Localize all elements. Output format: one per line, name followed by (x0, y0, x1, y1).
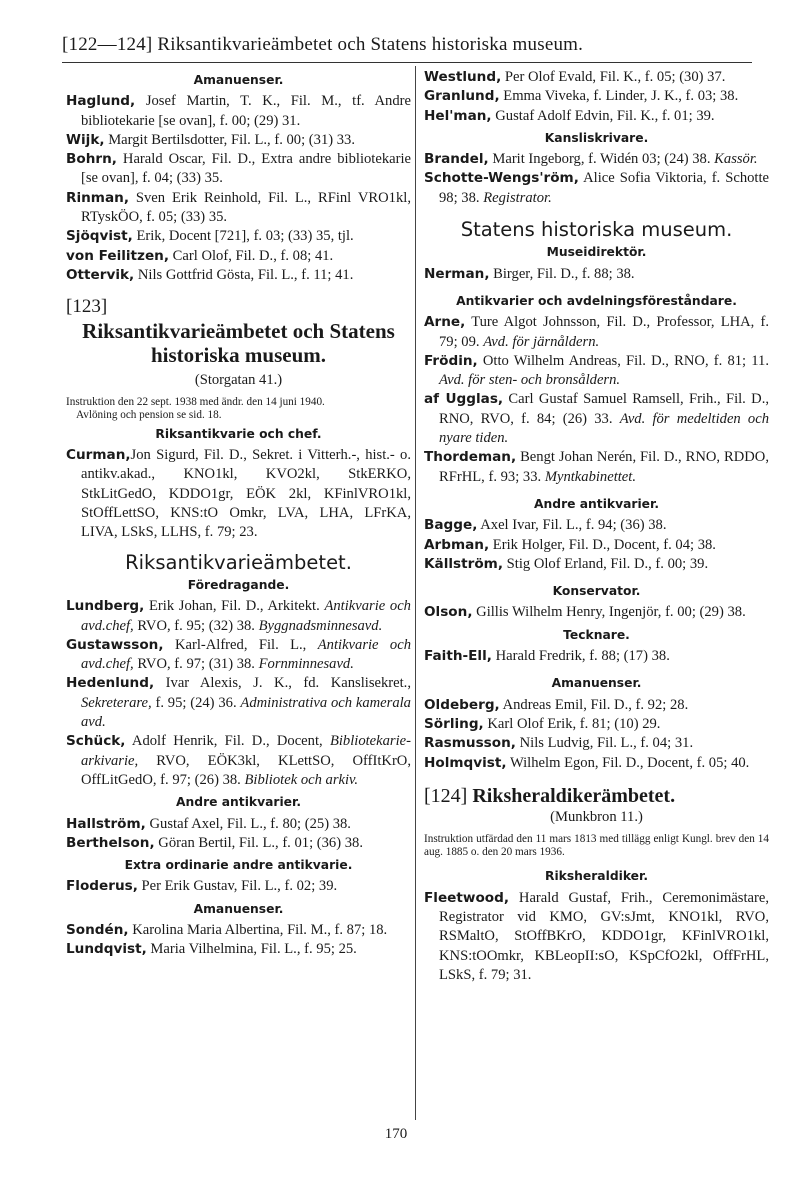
section-heading: Föredragande. (187, 577, 290, 592)
section-heading: Konservator. (552, 584, 641, 599)
entry: Fleetwood, Harald Gustaf, Frih., Ceremonimästare, Registrator vid KMO, GV:sJmt, KNO1kl, RVO, RSMaltO, StOffBKrO, KDDO1gr, KFinlVRO1kl, KNS:tOOmkr, KBLeopII:sO, KSpCfO2kl, OffFrHL, LSkS, f. 79; 31. (424, 889, 770, 983)
entry: af Ugglas, Carl Gustaf Samuel Ramsell, Frih., Fil. D., RNO, RVO, f. 84; (26) 33. Avd. för medeltiden och nyare tiden. (424, 391, 769, 447)
pension-note: Avlöning och pension se sid. 18. (76, 408, 222, 421)
entry: Schotte-Wengs'röm, Alice Sofia Viktoria, f. Schotte 98; 38. Registrator. (424, 170, 769, 206)
entry: Westlund, Per Olof Evald, Fil. K., f. 05; (30) 37. (424, 69, 726, 85)
entry: Rinman, Sven Erik Reinhold, Fil. L., RFinl VRO1kl, RTyskÖO, f. 05; (33) 35. (66, 189, 411, 226)
entry: Thordeman, Bengt Johan Nerén, Fil. D., RNO, RDDO, RFrHL, f. 93; 33. Myntkabinettet. (424, 449, 769, 485)
entry: Gustawsson, Karl-Alfred, Fil. L., Antikvarie och avd.chef, RVO, f. 97; (31) 38. Fornminnesavd. (66, 636, 411, 673)
entry: Nerman, Birger, Fil. D., f. 88; 38. (424, 265, 635, 282)
entry: Bagge, Axel Ivar, Fil. L., f. 94; (36) 38. (424, 517, 667, 534)
entry: Schück, Adolf Henrik, Fil. D., Docent, Bibliotekarie-arkivarie, RVO, EÖK3kl, KLettSO, OffItKrO, OffLitGedO, f. 97; (26) 38. Bibliotek och arkiv. (66, 733, 411, 788)
entry: Lundqvist, Maria Vilhelmina, Fil. L., f. 95; 25. (66, 941, 357, 958)
entry: Bohrn, Harald Oscar, Fil. D., Extra andre bibliotekarie [se ovan], f. 04; (33) 35. (66, 151, 411, 187)
section-heading: Kansliskrivare. (544, 130, 649, 145)
entry: Sörling, Karl Olof Erik, f. 81; (10) 29. (424, 715, 661, 732)
entry: Haglund, Josef Martin, T. K., Fil. M., tf. Andre bibliotekarie [se ovan], f. 00; (29) 31. (66, 93, 411, 129)
instruction-note: Instruktion den 22 sept. 1938 med ändr. den 14 juni 1940. (66, 395, 325, 408)
entry: Hel'man, Gustaf Adolf Edvin, Fil. K., f. 01; 39. (424, 107, 715, 124)
entry: Granlund, Emma Viveka, f. Linder, J. K., f. 03; 38. (424, 88, 739, 105)
entry: Ottervik, Nils Gottfrid Gösta, Fil. L., f. 11; 41. (66, 266, 354, 283)
subdivision-title: Riksantikvarieämbetet. (125, 550, 352, 574)
entry: Oldeberg, Andreas Emil, Fil. D., f. 92; 28. (424, 696, 689, 713)
section-heading: Antikvarier och avdelningsföreståndare. (456, 293, 737, 308)
entry: Hallström, Gustaf Axel, Fil. L., f. 80; (25) 38. (66, 815, 351, 832)
entry: Wijk, Margit Bertilsdotter, Fil. L., f. 00; (31) 33. (66, 131, 355, 148)
entry: Floderus, Per Erik Gustav, Fil. L., f. 02; 39. (66, 878, 338, 895)
section-heading: Riksantikvarie och chef. (155, 426, 322, 441)
section-heading: Amanuenser. (551, 676, 642, 691)
instruction-note: Instruktion utfärdad den 11 mars 1813 med tillägg enligt Kungl. brev den 14 aug. 1885 o. den 20 mars 1936. (424, 833, 769, 859)
page-number: 170 (384, 1126, 408, 1142)
entry: Berthelson, Göran Bertil, Fil. L., f. 01; (36) 38. (66, 834, 363, 851)
institution-address: (Munkbron 11.) (550, 809, 643, 826)
running-header: [122—124] Riksantikvarieämbetet och Statens historiska museum. (62, 34, 752, 63)
entry: Holmqvist, Wilhelm Egon, Fil. D., Docent, f. 05; 40. (424, 754, 750, 771)
section-heading: Amanuenser. (193, 73, 284, 87)
entry: Curman,Jon Sigurd, Fil. D., Sekret. i Vitterh.-, hist.- o. antikv.akad., KNO1kl, KVO2kl, StkERKO, StkLitGedO, KDDO1gr, EÖK 2kl, KFinlVRO1kl, StOffLettSO, KNS:tO Omkr, LVA, LHA, LFrKA, LIVA, LSkS, LLHS, f. 79; 23. (66, 447, 411, 541)
entry: Sjöqvist, Erik, Docent [721], f. 03; (33) 35, tjl. (66, 228, 354, 245)
entry: Lundberg, Erik Johan, Fil. D., Arkitekt. Antikvarie och avd.chef, RVO, f. 95; (32) 38. Byggnadsminnesavd. (66, 598, 411, 634)
section-124-heading (424, 784, 769, 807)
subdivision-title: Statens historiska museum. (460, 218, 733, 242)
section-heading: Amanuenser. (193, 901, 284, 916)
institution-address: (Storgatan 41.) (194, 371, 283, 388)
entry: von Feilitzen, Carl Olof, Fil. D., f. 08; 41. (66, 247, 334, 264)
entry: Källström, Stig Olof Erland, Fil. D., f. 00; 39. (424, 555, 709, 572)
entry: Olson, Gillis Wilhelm Henry, Ingenjör, f. 00; (29) 38. (424, 604, 746, 621)
entry: Arne, Ture Algot Johnsson, Fil. D., Professor, LHA, f. 79; 09. Avd. för järnåldern. (424, 314, 770, 350)
entry: Hedenlund, Ivar Alexis, J. K., fd. Kanslisekret., Sekreterare, f. 95; (24) 36. Administrativa och kamerala avd. (66, 675, 411, 731)
entry: Rasmusson, Nils Ludvig, Fil. L., f. 04; 31. (424, 735, 694, 752)
section-heading: Andre antikvarier. (176, 795, 301, 810)
entry: Brandel, Marit Ingeborg, f. Widén 03; (24) 38. Kassör. (424, 151, 758, 168)
institution-title: Riksantikvarieämbetet och Statens historiska museum. (82, 318, 395, 367)
section-heading: Extra ordinarie andre antikvarie. (124, 858, 353, 873)
section-heading: Tecknare. (563, 627, 630, 642)
right-column (424, 68, 769, 985)
section-number: [124] (424, 784, 468, 807)
section-heading: Andre antikvarier. (534, 496, 659, 511)
section-number: [123] (66, 296, 108, 318)
column-divider (415, 66, 416, 1120)
left-column (66, 68, 411, 960)
entry: Sondén, Karolina Maria Albertina, Fil. M., f. 87; 18. (66, 921, 388, 938)
institution-title: Riksheraldikerämbetet. (472, 784, 676, 807)
entry: Arbman, Erik Holger, Fil. D., Docent, f. 04; 38. (424, 536, 716, 553)
entry: Frödin, Otto Wilhelm Andreas, Fil. D., RNO, f. 81; 11. Avd. för sten- och bronsåldern. (424, 352, 769, 389)
section-heading: Museidirektör. (546, 245, 647, 260)
entry: Faith-Ell, Harald Fredrik, f. 88; (17) 38. (424, 648, 670, 665)
section-heading: Riksheraldiker. (544, 869, 649, 884)
